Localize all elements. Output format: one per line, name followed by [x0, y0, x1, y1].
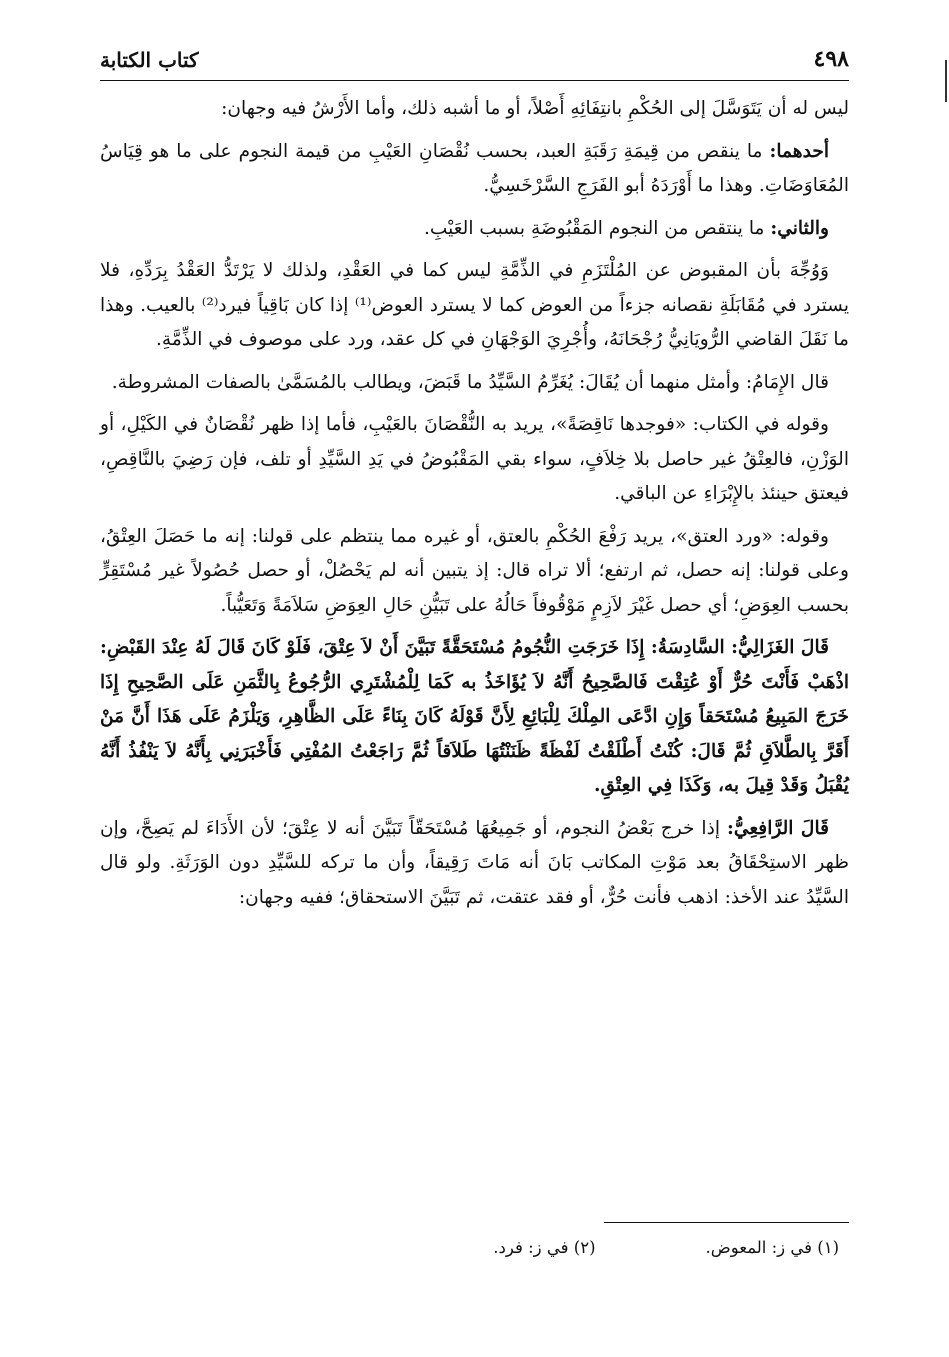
footnote-2: (٢) في ز: فرد. — [493, 1238, 596, 1257]
paragraph — [100, 408, 849, 512]
paragraph-text: إذا خرج بَعْضُ النجوم، أو جَمِيعُهَا مُسْتَحَقّاً تَبَيَّنَ أنه لا عِتْقَ؛ لأن الأَدَاءَ لم يَصِحَّ، وإن ظهر الاستِحْقَاقُ بعد مَوْتِ المكاتب بَانَ أنه مَاتَ رَقِيقاً، وأن ما تركه للسَّيِّدِ دون الوَرَثَةِ. ولو قال السَّيِّدُ عند الأخذ: اذهب فأنت حُرٌّ، أو فقد عتقت، ثم تَبَيَّنَ الاستحقاق؛ ففيه وجهان: — [100, 817, 849, 908]
paragraph-text: قال الإِمَامُ: وأمثل منهما أن يُقَالَ: يُغَرِّمُ السَّيِّدُ ما قَبَضَ، ويطالب بالمُسَمَّىٰ بالصفات المشروطة. — [111, 371, 829, 393]
paragraph-text: ما ينتقص من النجوم المَقْبُوضَةِ بسبب العَيْبِ. — [423, 217, 771, 239]
paragraph-lead: قَالَ الرَّافِعِيُّ: — [726, 817, 829, 839]
running-header — [100, 38, 849, 81]
paragraph — [100, 135, 849, 204]
paragraph — [100, 520, 849, 624]
paragraph-lead: والثاني: — [770, 217, 829, 239]
body-text — [100, 92, 849, 923]
footnotes — [100, 1238, 839, 1257]
paragraph — [100, 212, 849, 247]
matn-paragraph — [100, 631, 849, 804]
paragraph-text: قَالَ الغَزَالِيُّ: السَّادِسَةُ: إِذَا خَرَجَتِ النُّجُومُ مُسْتَحَقَّةً تَبَيَّنَ أَنْ لاَ عِتْقَ، فَلَوْ كَانَ قَالَ لَهُ عِنْدَ القَبْضِ: اذْهَبْ فَأَنْتَ حُرٌّ أَوْ عُتِقْتَ فَالصَّحِيحُ أَنَّهُ لاَ يُؤَاخَذُ به كَمَا لِلْمُشْتَرِي الرُّجُوعُ بِالثَّمَنِ عَلَى الصَّحِيحِ إِذَا خَرَجَ المَبِيعُ مُسْتَحَقاً وَإِنِ ادَّعَى المِلْكَ لِلْبَائِعِ لِأَنَّ قَوْلَهُ كَانَ بِنَاءً عَلَى الظَّاهِرِ، وَيَلْزَمُ عَلَى هَذَا أَنَّ مَنْ أَقَرَّ بِالطَّلاَقِ ثُمَّ قَالَ: كُنْتُ أَطْلَقْتُ لَفْظَةً ظَنَنْتُهَا طَلاَقاً ثُمَّ رَاجَعْتُ المُفْتِي فَأَخْبَرَنِي بِأَنَّهُ لاَ يَنْفُذُ أَنَّهُ يُقْبَلُ وَقَدْ قِيلَ به، وَكَذَا فِي العِتْقِ. — [100, 637, 849, 796]
paragraph-text: وقوله في الكتاب: «فوجدها نَاقِصَةً»، يريد به النُّقْصَانَ بالعَيْبِ، فأما إذا ظهر نُقْصَانٌ في الكَيْلِ، أو الوَزْنِ، فالعِتْقُ غير حاصل بلا خِلاَفٍ، سواء بقي المَقْبُوضُ في يَدِ السَّيِّدِ أو تلف، فإن رَضِيَ بالنَّاقِصِ، فيعتق حينئذ بالإِبْرَاءِ عن الباقي. — [100, 414, 849, 504]
paragraph-text: ليس له أن يَتَوَسَّلَ إلى الحُكْمِ بانتِفَائِهِ أَصْلاً، أو ما أشبه ذلك، وأما الأَرْشُ فيه وجهان: — [221, 98, 849, 119]
footnote-divider — [604, 1222, 849, 1223]
paragraph-lead: أحدهما: — [769, 140, 829, 162]
book-title: كتاب الكتابة — [100, 48, 199, 72]
paragraph — [100, 366, 849, 401]
paragraph — [100, 812, 849, 916]
scan-edge-mark — [945, 60, 947, 102]
page-number: ٤٩٨ — [813, 46, 849, 72]
footnote-1: (١) في ز: المعوض. — [705, 1238, 839, 1257]
paragraph-text: ما ينقص من قِيمَةِ رَقَبَةِ العبد، بحسب نُقْصَانِ العَيْبِ من قيمة النجوم على ما هو قِيَاسُ المُعَاوَضَاتِ. وهذا ما أَوْرَدَهُ أبو الفَرَجِ السَّرْخَسِيُّ. — [100, 140, 849, 196]
paragraph — [100, 254, 849, 358]
paragraph — [100, 92, 849, 127]
paragraph-text: وقوله: «ورد العتق»، يريد رَفْعَ الحُكْمِ بالعتق، أو غيره مما ينتظم على قولنا: إنه ما حَصَلَ العِتْقُ، وعلى قولنا: إنه حصل، ثم ارتفع؛ ألا تراه قال: إذ يتبين أنه لم يَحْصُلْ، أو حصل حُصُولاً غير مُسْتَقِرٍّ بحسب العِوَضِ؛ أي حصل غَيْرَ لاَزِمٍ مَوْقُوفاً حَالُهُ على تَبَيُّنِ حَالِ العِوَضِ سَلاَمَةً وَتَعَيُّباً. — [100, 525, 849, 616]
paragraph-text: وَوُجِّهَ بأن المقبوض عن المُلْتَزَمِ في الذِّمَّةِ ليس كما في العَقْدِ، ولذلك لا يَرْتَدُّ العَقْدُ بِرَدِّهِ، فلا يسترد في مُقَابَلَةِ نقصانه جزءاً من العوض كما لا يسترد العوض⁽¹⁾ إذا كان بَاقِياً فيرد⁽²⁾ بالعيب. وهذا ما نَقَلَ القاضي الرُّويَانِيُّ رُجْحَانَهُ، وأُجْرِيَ الوَجْهَانِ في كل عقد، ورد على موصوف في الذِّمَّةِ. — [100, 260, 849, 350]
